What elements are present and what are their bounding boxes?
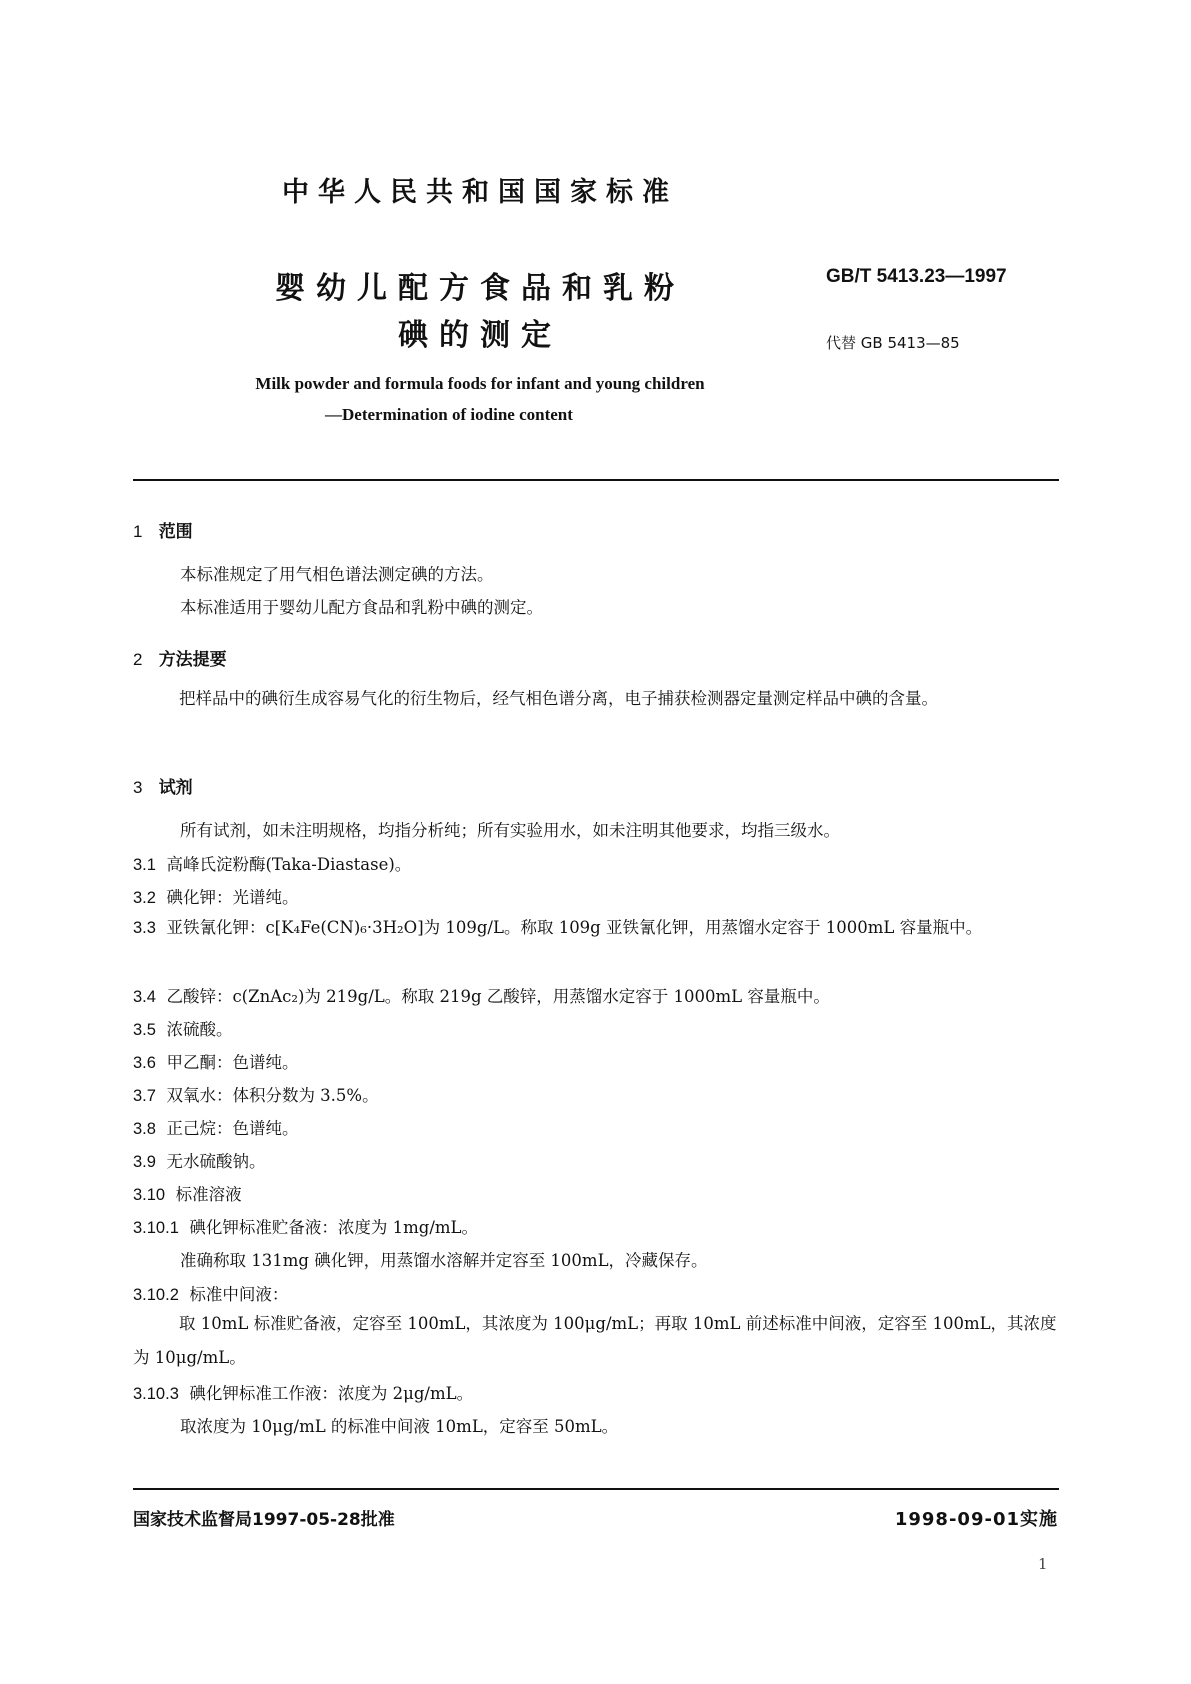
clause-3-5: [133, 1016, 232, 1040]
clause-text: 双氧水：体积分数为 3.5%。: [166, 1086, 379, 1105]
header-divider: [133, 479, 1059, 481]
document-title: 婴幼儿配方食品和乳粉: [275, 271, 685, 306]
clause-text: 标准溶液: [175, 1185, 242, 1204]
clause-3-9: [133, 1148, 265, 1172]
paragraph: 本标准适用于婴幼儿配方食品和乳粉中碘的测定。: [180, 598, 543, 617]
clause-3-3: [133, 911, 1059, 945]
clause-text: 乙酸锌：c(ZnAc₂)为 219g/L。称取 219g 乙酸锌，用蒸馏水定容于 1000mL 容量瓶中。: [166, 987, 830, 1006]
clause-number: 3.1: [133, 856, 156, 874]
section-2-heading: [133, 645, 227, 670]
approval-info: 国家技术监督局1997-05-28批准: [133, 1510, 395, 1530]
section-number: 1: [133, 522, 143, 541]
clause-3-6: [133, 1049, 298, 1073]
section-title: 试剂: [158, 778, 193, 798]
english-subtitle: —Determination of iodine content: [325, 405, 573, 424]
section-1-heading: [133, 517, 193, 542]
clause-3-2: [133, 884, 298, 908]
clause-text: 正己烷：色谱纯。: [166, 1119, 299, 1138]
clause-number: 3.6: [133, 1054, 156, 1072]
clause-text: 标准中间液：: [189, 1285, 289, 1304]
section-title: 方法提要: [158, 650, 227, 670]
clause-3-8: [133, 1115, 298, 1139]
paragraph: 把样品中的碘衍生成容易气化的衍生物后，经气相色谱分离，电子捕获检测器定量测定样品中碘的含量。: [179, 689, 938, 708]
clause-text: 碘化钾标准工作液：浓度为 2μg/mL。: [189, 1384, 474, 1403]
clause-number: 3.8: [133, 1120, 156, 1138]
english-title: Milk powder and formula foods for infant and young children: [255, 374, 705, 393]
standard-number: GB/T 5413.23—1997: [826, 266, 1007, 287]
clause-number: 3.5: [133, 1021, 156, 1039]
section-3-heading: [133, 773, 193, 798]
clause-3-10-1: [133, 1214, 478, 1238]
clause-3-7: [133, 1082, 379, 1106]
footer-divider: [133, 1488, 1059, 1490]
document-subtitle: 碘的测定: [398, 318, 562, 353]
section-number: 2: [133, 650, 143, 669]
clause-number: 3.10.3: [133, 1385, 179, 1403]
clause-text: 浓硫酸。: [166, 1020, 233, 1039]
section-title: 范围: [158, 522, 193, 542]
clause-text: 甲乙酮：色谱纯。: [166, 1053, 299, 1072]
clause-number: 3.7: [133, 1087, 156, 1105]
clause-text: 高峰氏淀粉酶(Taka-Diastase)。: [166, 855, 412, 874]
clause-number: 3.4: [133, 988, 156, 1006]
paragraph: 取 10mL 标准贮备液，定容至 100mL，其浓度为 100μg/mL；再取 10mL 前述标准中间液，定容至 100mL，其浓度为 10μg/mL。: [133, 1314, 1057, 1367]
clause-3-4: [133, 983, 830, 1007]
clause-3-10: [133, 1181, 242, 1205]
section-number: 3: [133, 778, 143, 797]
clause-text: 亚铁氰化钾：c[K₄Fe(CN)₆·3H₂O]为 109g/L。称取 109g 亚铁氰化钾，用蒸馏水定容于 1000mL 容量瓶中。: [166, 918, 983, 937]
page-number: 1: [1038, 1555, 1048, 1573]
clause-number: 3.10.2: [133, 1286, 179, 1304]
clause-3-10-3: [133, 1380, 473, 1404]
clause-number: 3.9: [133, 1153, 156, 1171]
clause-number: 3.10.1: [133, 1219, 179, 1237]
clause-number: 3.10: [133, 1186, 166, 1204]
clause-number: 3.2: [133, 889, 156, 907]
clause-3-10-2: [133, 1281, 288, 1305]
clause-text: 碘化钾标准贮备液：浓度为 1mg/mL。: [189, 1218, 478, 1237]
paragraph: 取浓度为 10μg/mL 的标准中间液 10mL，定容至 50mL。: [180, 1417, 619, 1436]
paragraph: 本标准规定了用气相色谱法测定碘的方法。: [180, 565, 494, 584]
paragraph: 所有试剂，如未注明规格，均指分析纯；所有实验用水，如未注明其他要求，均指三级水。: [180, 821, 840, 840]
clause-number: 3.3: [133, 919, 156, 937]
paragraph: 准确称取 131mg 碘化钾，用蒸馏水溶解并定容至 100mL，冷藏保存。: [180, 1251, 708, 1270]
clause-text: 无水硫酸钠。: [166, 1152, 266, 1171]
effective-date: 1998-09-01实施: [894, 1509, 1058, 1530]
clause-text: 碘化钾：光谱纯。: [166, 888, 299, 907]
issuing-org: 中华人民共和国国家标准: [282, 177, 678, 208]
clause-3-1: [133, 851, 411, 875]
replaces-standard: 代替 GB 5413—85: [826, 334, 960, 352]
